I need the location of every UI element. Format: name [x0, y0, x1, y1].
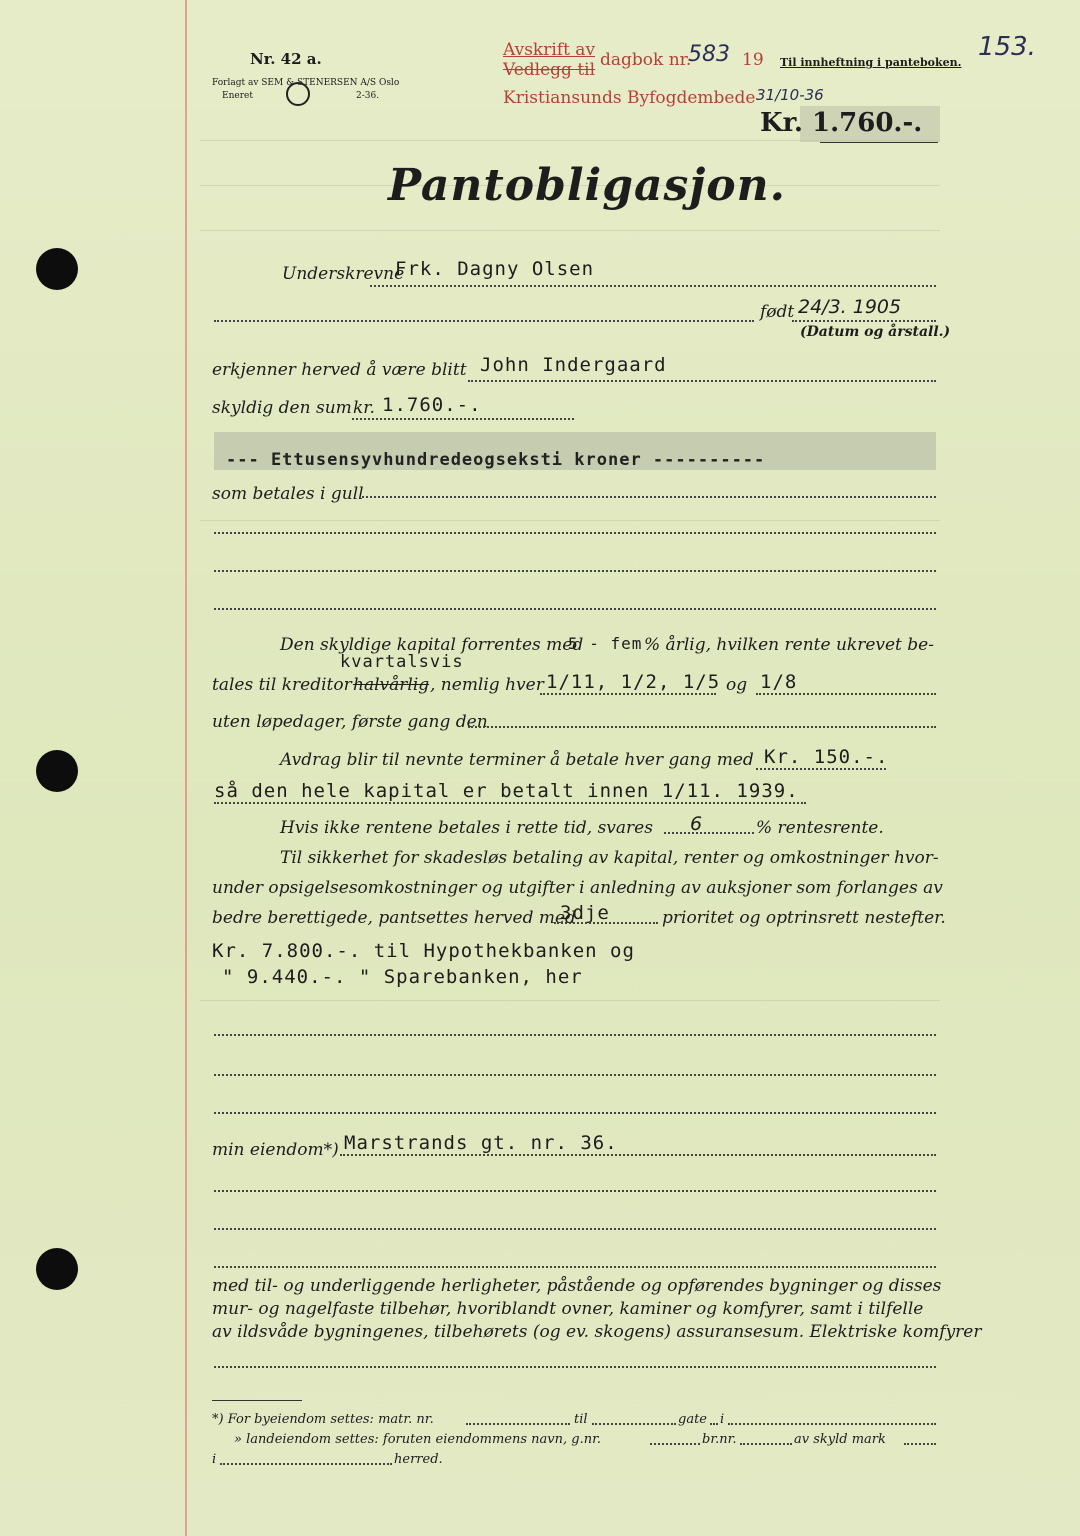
undersigned-label: Underskrevne	[282, 264, 405, 284]
priority: 3dje	[560, 902, 610, 924]
penalty-label-continued: % rentesrente.	[756, 818, 884, 838]
dotted-line	[214, 1266, 936, 1268]
diary-label: dagbok nr.	[600, 50, 692, 70]
interest-struck: halvårlig	[353, 675, 430, 695]
dotted-line	[664, 832, 754, 834]
punch-hole	[36, 1248, 78, 1290]
dotted-line	[214, 1228, 936, 1230]
gold-label: som betales i gull	[212, 484, 364, 504]
form-number: Nr. 42 a.	[250, 50, 322, 68]
bleed-through	[200, 1000, 940, 1001]
dotted-line	[214, 1190, 936, 1192]
dotted-line	[728, 1423, 936, 1425]
footnote-gate: gate	[678, 1412, 707, 1427]
year-prefix: 19	[742, 50, 764, 70]
penalty-rate: 6	[690, 813, 703, 835]
property-label: min eiendom*)	[212, 1140, 339, 1160]
dotted-line	[362, 496, 936, 498]
owed-label: skyldig den sum	[212, 398, 352, 418]
dotted-line	[214, 532, 936, 534]
bleed-through	[200, 520, 940, 521]
instalment-amount: Kr. 150.-.	[764, 746, 889, 768]
margin-line	[185, 0, 187, 1536]
dotted-line	[214, 1366, 936, 1368]
amount-total: Kr. 1.760.-.	[760, 108, 923, 138]
born-hint: (Datum og årstall.)	[800, 324, 951, 340]
dotted-line	[214, 570, 936, 572]
footnote-skyld: av skyld mark	[794, 1432, 886, 1447]
creditor-name: John Indergaard	[480, 354, 667, 376]
dotted-line	[592, 1423, 676, 1425]
and-label: og	[726, 675, 748, 695]
dotted-line	[340, 1154, 936, 1156]
footnote-rule	[212, 1400, 302, 1401]
penalty-label: Hvis ikke rentene betales i rette tid, svares	[280, 818, 653, 838]
dotted-line	[214, 1112, 936, 1114]
clause-line-1: med til- og underliggende herligheter, påstående og opførendes bygninger og disses	[212, 1276, 942, 1296]
born-label: født	[760, 302, 795, 322]
page-number: 153.	[978, 32, 1036, 62]
security-line-3: bedre berettigede, pantsettes herved med	[212, 908, 576, 928]
dotted-line	[214, 1034, 936, 1036]
attachment-label: Vedlegg til	[503, 60, 596, 80]
punch-hole	[36, 248, 78, 290]
interest-insert: kvartalsvis	[340, 652, 464, 672]
dotted-line	[540, 693, 716, 695]
interest-label-continued: % årlig, hvilken rente ukrevet be-	[644, 635, 934, 655]
footnote-line-2: » landeiendom settes: foruten eiendommens navn, g.nr.	[234, 1432, 601, 1447]
dotted-line	[468, 380, 936, 382]
last-date: 1/8	[760, 671, 798, 693]
dotted-line	[370, 285, 936, 287]
dotted-line	[710, 1423, 718, 1425]
dotted-line	[554, 922, 658, 924]
dotted-line	[214, 1074, 936, 1076]
dotted-line	[220, 1463, 392, 1465]
footnote-til: til	[574, 1412, 588, 1427]
publisher-eneret: Eneret	[222, 91, 253, 101]
registry-note: Til innheftning i panteboken.	[780, 56, 962, 69]
interest-rate: 5 - fem	[568, 634, 643, 653]
publisher-line: Forlagt av SEM & STENERSEN A/S Oslo	[212, 78, 400, 88]
undersigned-name: Frk. Dagny Olsen	[395, 258, 595, 280]
footnote-line-3: i	[212, 1452, 217, 1467]
dotted-line	[740, 1443, 792, 1445]
born-date: 24/3. 1905	[798, 296, 902, 318]
first-time-label: uten løpedager, første gang den	[212, 712, 488, 732]
dotted-line	[214, 802, 806, 804]
publisher-code: 2-36.	[356, 91, 380, 101]
footnote-brnr: br.nr.	[702, 1432, 737, 1447]
clause-line-2: mur- og nagelfaste tilbehør, hvoriblandt ovner, kaminer og komfyrer, samt i tilfelle	[212, 1299, 924, 1319]
prior-lien-1: Kr. 7.800.-. til Hypothekbanken og	[212, 940, 635, 962]
paid-by: så den hele kapital er betalt innen 1/11. 1939.	[214, 780, 799, 802]
dotted-line	[468, 726, 936, 728]
interest-dates: 1/11, 1/2, 1/5	[546, 671, 721, 693]
security-line-3-b: prioritet og optrinsrett nestefter.	[662, 908, 946, 928]
date-handwritten: 31/10-36	[756, 86, 824, 104]
footnote-herred: herred.	[394, 1452, 443, 1467]
dotted-line	[466, 1423, 570, 1425]
document-title: Pantobligasjon.	[388, 160, 786, 211]
amount-in-words: --- Ettusensyvhundredeogseksti kroner ----------	[226, 450, 766, 470]
interest-label: Den skyldige kapital forrentes med	[280, 635, 584, 655]
clause-line-3: av ildsvåde bygningenes, tilbehørets (og ev. skogens) assuransesum. Elektriske komfyrer	[212, 1322, 982, 1342]
interest-line2: tales til kreditor	[212, 675, 352, 695]
interest-line2-b: , nemlig hver	[430, 675, 544, 695]
footnote-i: i	[720, 1412, 725, 1427]
instalment-label: Avdrag blir til nevnte terminer å betale hver gang med	[280, 750, 754, 770]
dotted-line	[650, 1443, 700, 1445]
copy-of-label: Avskrift av	[503, 40, 596, 60]
owed-prefix: kr.	[353, 398, 375, 418]
owed-amount: 1.760.-.	[382, 394, 482, 416]
property-address: Marstrands gt. nr. 36.	[344, 1132, 618, 1154]
publisher-seal-icon	[286, 82, 310, 106]
dotted-line	[792, 320, 936, 322]
security-line-2: under opsigelsesomkostninger og utgifter i anledning av auksjoner som forlanges av	[212, 878, 943, 898]
security-line-1: Til sikkerhet for skadesløs betaling av kapital, renter og omkostninger hvor-	[280, 848, 939, 868]
bleed-through	[200, 230, 940, 231]
amount-underline	[820, 142, 938, 143]
dotted-line	[904, 1443, 936, 1445]
dotted-line	[756, 693, 936, 695]
punch-hole	[36, 750, 78, 792]
office-name: Kristiansunds Byfogdembede	[503, 88, 756, 108]
dotted-line	[214, 608, 936, 610]
prior-lien-2: " 9.440.-. " Sparebanken, her	[222, 966, 583, 988]
dotted-line	[756, 768, 886, 770]
diary-number: 583	[688, 42, 730, 67]
dotted-line	[352, 418, 574, 420]
footnote-line-1: *) For byeiendom settes: matr. nr.	[212, 1412, 434, 1427]
dotted-line	[214, 320, 754, 322]
acknowledge-label: erkjenner herved å være blitt	[212, 360, 467, 380]
